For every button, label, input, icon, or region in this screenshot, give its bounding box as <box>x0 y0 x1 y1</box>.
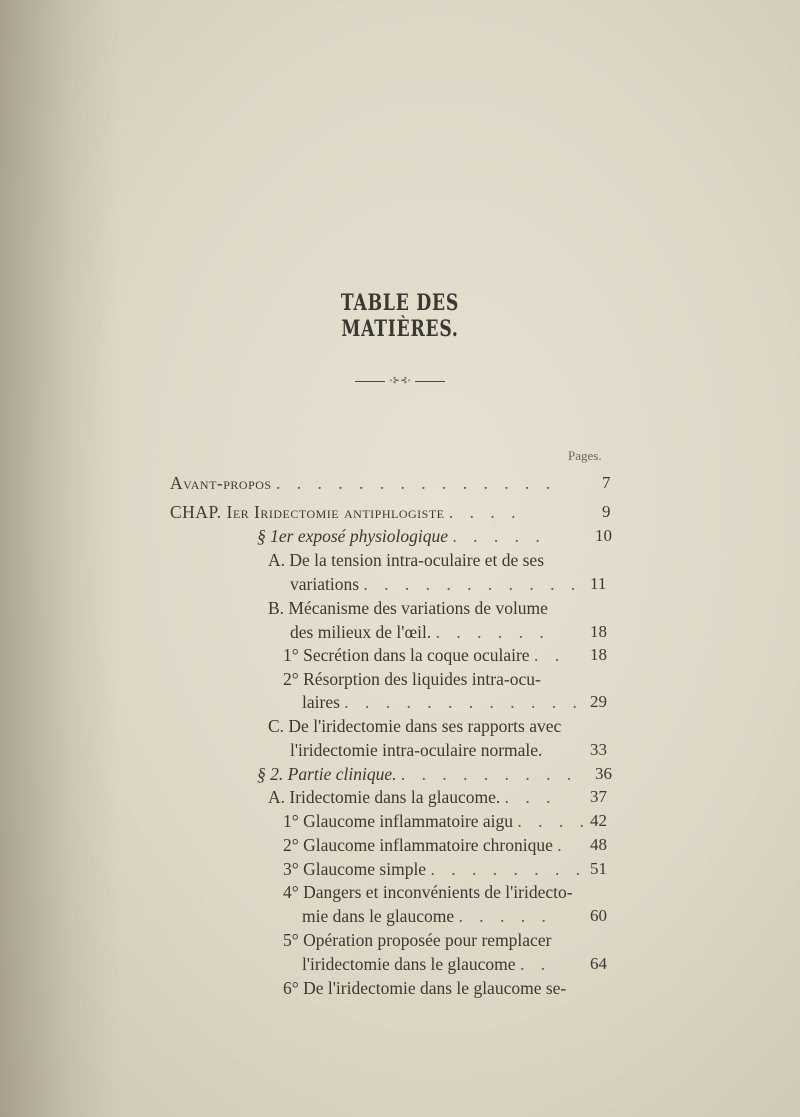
leader-dots: . . . . . <box>458 906 552 926</box>
toc-entry <box>290 574 610 595</box>
toc-entry-text: 6° De l'iridectomie dans le glaucome se- <box>283 978 567 998</box>
toc-entry-page: 33 <box>590 740 607 759</box>
toc-entry <box>283 930 610 951</box>
toc-entry-text: l'iridectomie intra-oculaire normale. <box>290 740 543 760</box>
toc-entry <box>268 598 608 619</box>
toc-entry-text: § 2. Partie clinique. <box>257 764 397 784</box>
toc-entry-text: A. Iridectomie dans la glaucome. <box>268 787 501 807</box>
toc-entry-text: laires <box>302 692 340 712</box>
leader-dots: . . . . . . . . . . . . . . <box>275 473 557 493</box>
toc-entry-text: l'iridectomie dans le glaucome <box>302 954 516 974</box>
toc-entry-text: 2° Glaucome inflammatoire chronique <box>283 835 553 855</box>
ornament-line-right <box>415 381 445 382</box>
toc-entry <box>283 669 610 690</box>
toc-entry-text: § 1er exposé physiologique <box>257 526 448 546</box>
toc-entry-text: 3° Glaucome simple <box>283 859 427 879</box>
toc-entry <box>290 740 610 761</box>
leader-dots: . . . . <box>517 811 591 831</box>
toc-entry-text: 2° Résorption des liquides intra-ocu- <box>283 669 541 689</box>
toc-entry-page: 60 <box>590 906 607 925</box>
toc-entry <box>283 978 610 999</box>
toc-entry-text: B. Mécanisme des variations de volume <box>268 598 548 618</box>
leader-dots: . . <box>533 645 566 665</box>
toc-entry-text: CHAP. Ier Iridectomie antiphlogiste <box>170 502 445 522</box>
toc-entry <box>268 550 608 571</box>
toc-entry <box>283 859 610 880</box>
leader-dots: . . . . . . . . . . . <box>363 574 582 594</box>
toc-entry <box>302 906 610 927</box>
leader-dots: . <box>557 835 568 855</box>
toc-entry <box>283 882 610 903</box>
toc-entry-page: 42 <box>590 811 607 830</box>
toc-entry-page: 18 <box>590 622 607 641</box>
toc-entry-page: 48 <box>590 835 607 854</box>
toc-entry-text: 1° Secrétion dans la coque oculaire <box>283 645 530 665</box>
ornament-line-left <box>355 381 385 382</box>
leader-dots: . . . . . . . . . . . . <box>344 692 583 712</box>
page-title: TABLE DES MATIÈRES. <box>340 290 460 342</box>
toc-entry <box>283 835 610 856</box>
toc-entry-text: 5° Opération proposée pour remplacer <box>283 930 552 950</box>
toc-entry-text: C. De l'iridectomie dans ses rapports avec <box>268 716 562 736</box>
toc-entry-text: mie dans le glaucome <box>302 906 455 926</box>
leader-dots: . . . . . . . . . <box>400 764 578 784</box>
toc-entry-page: 29 <box>590 692 607 711</box>
toc-entry <box>283 811 610 832</box>
toc-entry <box>257 764 612 785</box>
leader-dots: . . . . . <box>452 526 546 546</box>
toc-entry-page: 9 <box>602 502 611 521</box>
toc-entry-text: 1° Glaucome inflammatoire aigu <box>283 811 514 831</box>
toc-entry <box>268 787 608 808</box>
toc-entry <box>170 502 610 523</box>
leader-dots: . . . <box>504 787 557 807</box>
pages-column-label: Pages. <box>568 448 602 463</box>
toc-entry-page: 51 <box>590 859 607 878</box>
toc-entry-page: 36 <box>595 764 612 783</box>
toc-entry-text: Avant-propos <box>170 473 272 493</box>
toc-entry-page: 7 <box>602 473 611 492</box>
page-edge-shadow <box>0 0 120 1117</box>
toc-entry-page: 37 <box>590 787 607 806</box>
toc-entry-text: 4° Dangers et inconvénients de l'iridecto- <box>283 882 573 902</box>
ornament-divider <box>355 375 445 385</box>
ornament-center: ◦⊱⊰◦ <box>389 375 411 385</box>
toc-entry-page: 11 <box>590 574 607 593</box>
toc-entry <box>257 526 612 547</box>
toc-entry <box>302 692 610 713</box>
toc-entry <box>302 954 610 975</box>
leader-dots: . . . . . . <box>435 622 550 642</box>
leader-dots: . . . . . . . . <box>430 859 587 879</box>
toc-entry-page: 18 <box>590 645 607 664</box>
toc-entry-page: 10 <box>595 526 612 545</box>
toc-entry <box>283 645 610 666</box>
toc-entry-text: variations <box>290 574 360 594</box>
toc-entry-text: des milieux de l'œil. <box>290 622 432 642</box>
toc-entry-page: 64 <box>590 954 607 973</box>
toc-entry <box>268 716 608 737</box>
toc-entry <box>170 473 610 494</box>
toc-entry-text: A. De la tension intra-oculaire et de ses <box>268 550 545 570</box>
leader-dots: . . . . <box>448 502 522 522</box>
leader-dots: . . <box>519 954 552 974</box>
toc-entry <box>290 622 610 643</box>
